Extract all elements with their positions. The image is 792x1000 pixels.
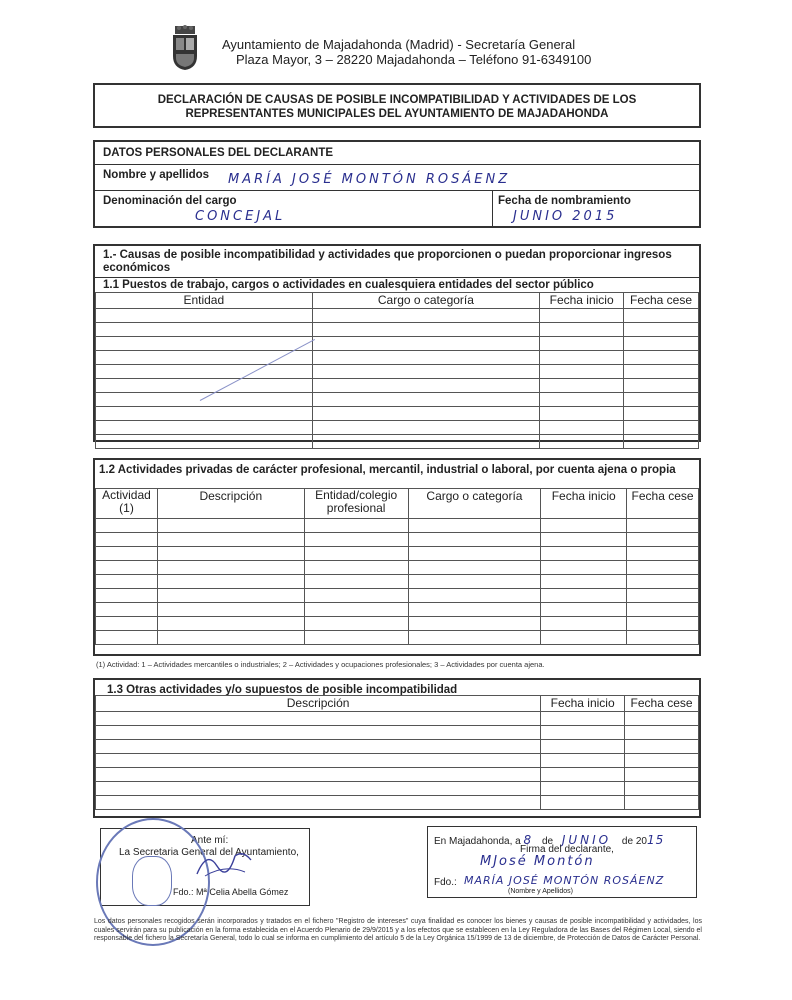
table-row [96, 393, 699, 407]
col-fecha-inicio: Fecha inicio [541, 696, 625, 712]
col-fecha-cese: Fecha cese [627, 489, 699, 519]
header-org-line: Ayuntamiento de Majadahonda (Madrid) - Secretaría General [222, 37, 576, 52]
table-row [96, 379, 699, 393]
col-cargo: Cargo o categoría [408, 489, 541, 519]
col-fecha-cese: Fecha cese [625, 696, 699, 712]
table-row [96, 323, 699, 337]
table-row [96, 519, 699, 533]
fdo-label: Fdo.: [434, 877, 457, 888]
section13-table [95, 695, 699, 810]
document-title-line2: REPRESENTANTES MUNICIPALES DEL AYUNTAMIENTO DE MAJADAHONDA [185, 108, 609, 120]
table-row [96, 575, 699, 589]
col-entidad-colegio: Entidad/colegio profesional [304, 489, 408, 519]
table-row [96, 617, 699, 631]
col-descripcion: Descripción [96, 696, 541, 712]
document-title-line1: DECLARACIÓN DE CAUSAS DE POSIBLE INCOMPATIBILIDAD Y ACTIVIDADES DE LOS [157, 94, 637, 106]
position-label: Denominación del cargo [103, 195, 237, 207]
secretary-line1: Ante mí: [191, 835, 229, 846]
legal-notice: Los datos personales recogidos serán incorporados y tratados en el fichero "Registro de intereses" cuya finalidad es conocer los bienes y causas de posible incompatibilidad y actividades, los cuales servirán para su publicación en la forma establecida en el Acuerdo Plenario de 29/9/2015 y a los efectos que se establecen en la Ley Reguladora de las Bases del Régimen Local, siendo el responsable del fichero la Secretaría General, todo lo cual se informa en cumplimiento del artículo 5 de la Ley Orgánica 15/1999 de 13 de diciembre, de Protección de Datos de Carácter Personal. [94, 918, 702, 942]
table-row [96, 365, 699, 379]
name-label: Nombre y apellidos [103, 169, 210, 181]
secretary-line3: Fdo.: Mª Celia Abella Gómez [173, 887, 289, 897]
table-row [96, 407, 699, 421]
table-row [96, 351, 699, 365]
table-row [96, 547, 699, 561]
firma-label: Firma del declarante, [520, 844, 614, 855]
col-cargo: Cargo o categoría [312, 293, 540, 309]
table-row [96, 561, 699, 575]
section12-title: 1.2 Actividades privadas de carácter profesional, mercantil, industrial o laboral, por cuenta ajena o propia [99, 464, 676, 476]
table-row [96, 435, 699, 449]
col-fecha-inicio: Fecha inicio [541, 489, 627, 519]
appointment-date-value: JUNIO 2015 [513, 209, 618, 224]
col-fecha-cese: Fecha cese [624, 293, 699, 309]
table-row [96, 712, 699, 726]
name-value: MARÍA JOSÉ MONTÓN ROSÁENZ [228, 172, 511, 187]
secretary-line2: La Secretaria General del Ayuntamiento, [119, 847, 299, 858]
table-row [96, 754, 699, 768]
section11-title: 1.1 Puestos de trabajo, cargos o actividades en cualesquiera entidades del sector público [103, 279, 594, 291]
place-date-label: En Majadahonda, a [434, 836, 521, 847]
section12-footnote: (1) Actividad: 1 – Actividades mercantiles o industriales; 2 – Actividades y ocupaciones profesionales; 3 – Actividades por cuenta ajena. [96, 660, 545, 669]
table-row [96, 603, 699, 617]
day-value: 8 [523, 833, 532, 847]
col-actividad: Actividad (1) [96, 489, 158, 519]
table-row [96, 768, 699, 782]
table-row [96, 309, 699, 323]
table-row [96, 726, 699, 740]
appointment-date-label: Fecha de nombramiento [498, 195, 631, 207]
section13-title: 1.3 Otras actividades y/o supuestos de posible incompatibilidad [107, 684, 458, 696]
section1-title: 1.- Causas de posible incompatibilidad y actividades que proporcionen o puedan proporcionar ingresos económicos [103, 249, 672, 274]
year-value: 15 [646, 833, 665, 847]
col-entidad: Entidad [96, 293, 313, 309]
header-address-line: Plaza Mayor, 3 – 28220 Majadahonda – Teléfono 91-6349100 [236, 52, 592, 67]
table-row [96, 337, 699, 351]
personal-section-title: DATOS PERSONALES DEL DECLARANTE [103, 147, 334, 159]
table-row [96, 740, 699, 754]
col-descripcion: Descripción [157, 489, 304, 519]
secretary-signature-scribble-icon [195, 846, 255, 885]
table-row [96, 782, 699, 796]
fdo-name: MARÍA JOSÉ MONTÓN ROSÁENZ [464, 874, 665, 887]
table-row [96, 533, 699, 547]
de-year-label: de 20 [621, 836, 647, 847]
declarant-signature: MJosé Montón [480, 854, 595, 869]
month-value: JUNIO [561, 833, 612, 847]
name-caption: (Nombre y Apellidos) [508, 888, 573, 895]
table-row [96, 421, 699, 435]
declarant-signature-box [427, 826, 697, 898]
section12-table [95, 488, 699, 645]
municipal-crest-logo [170, 24, 200, 72]
table-row [96, 589, 699, 603]
position-value: CONCEJAL [195, 209, 286, 224]
col-fecha-inicio: Fecha inicio [540, 293, 624, 309]
personal-data-section [93, 140, 701, 228]
section11-table [95, 292, 699, 449]
title-box [93, 83, 701, 128]
official-stamp-inner-icon [132, 856, 172, 906]
de-label: de [541, 836, 554, 847]
table-row [96, 631, 699, 645]
table-row [96, 796, 699, 810]
